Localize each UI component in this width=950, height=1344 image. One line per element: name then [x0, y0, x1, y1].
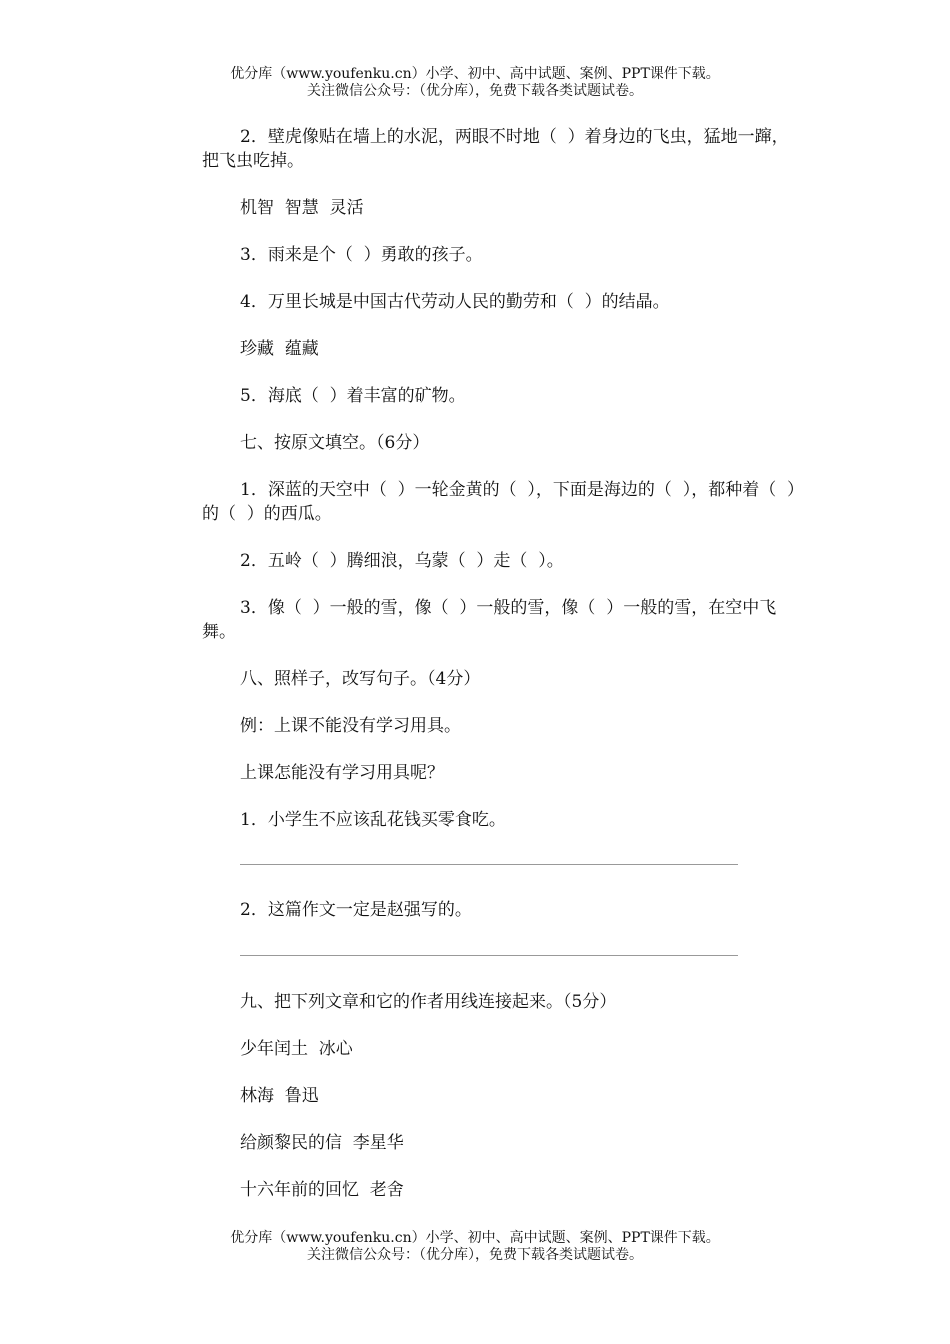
footer-line-2: 关注微信公众号：（优分库），免费下载各类试题试卷。 — [307, 1247, 643, 1263]
section-9-title: 九、把下列文章和它的作者用线连接起来。（5分） — [240, 992, 617, 1012]
word-options-b: 珍藏 蕴藏 — [240, 339, 319, 359]
section-8-title: 八、照样子，改写句子。（4分） — [240, 669, 481, 689]
question-7-3: 3．像（ ）一般的雪，像（ ）一般的雪，像（ ）一般的雪，在空中飞舞。 — [202, 598, 777, 642]
question-6-2: 2．壁虎像贴在墙上的水泥，两眼不时地（ ）着身边的飞虫，猛地一蹿，把飞虫吃掉。 — [202, 127, 789, 171]
document-body — [202, 125, 798, 1225]
section-7-title: 七、按原文填空。（6分） — [240, 433, 430, 453]
page-footer — [0, 1230, 950, 1264]
footer-line-1: 优分库（www.youfenku.cn）小学、初中、高中试题、案例、PPT课件下载。 — [230, 1230, 720, 1246]
question-8-2: 2．这篇作文一定是赵强写的。 — [240, 900, 472, 920]
question-6-3: 3．雨来是个（ ）勇敢的孩子。 — [240, 245, 483, 265]
match-item-3: 给颜黎民的信 李星华 — [240, 1133, 404, 1153]
match-item-1: 少年闰土 冰心 — [240, 1039, 353, 1059]
question-8-1: 1．小学生不应该乱花钱买零食吃。 — [240, 810, 506, 830]
question-6-4: 4．万里长城是中国古代劳动人民的勤劳和（ ）的结晶。 — [240, 292, 670, 312]
word-options-a: 机智 智慧 灵活 — [240, 198, 364, 218]
question-7-2: 2．五岭（ ）腾细浪，乌蒙（ ）走（ ）。 — [240, 551, 564, 571]
question-6-5: 5．海底（ ）着丰富的矿物。 — [240, 386, 466, 406]
page-header — [0, 66, 950, 100]
question-7-1: 1．深蓝的天空中（ ）一轮金黄的（ ），下面是海边的（ ），都种着（ ）的（ ）的西瓜。 — [202, 480, 796, 524]
match-item-4: 十六年前的回忆 老舍 — [240, 1180, 404, 1200]
example-sentence: 例：上课不能没有学习用具。 — [240, 716, 461, 736]
header-line-2: 关注微信公众号：（优分库），免费下载各类试题试卷。 — [307, 83, 643, 99]
header-line-1: 优分库（www.youfenku.cn）小学、初中、高中试题、案例、PPT课件下载。 — [230, 66, 720, 82]
example-answer: 上课怎能没有学习用具呢？ — [240, 763, 444, 783]
match-item-2: 林海 鲁迅 — [240, 1086, 319, 1106]
answer-line-1[interactable] — [240, 864, 738, 865]
answer-line-2[interactable] — [240, 955, 738, 956]
